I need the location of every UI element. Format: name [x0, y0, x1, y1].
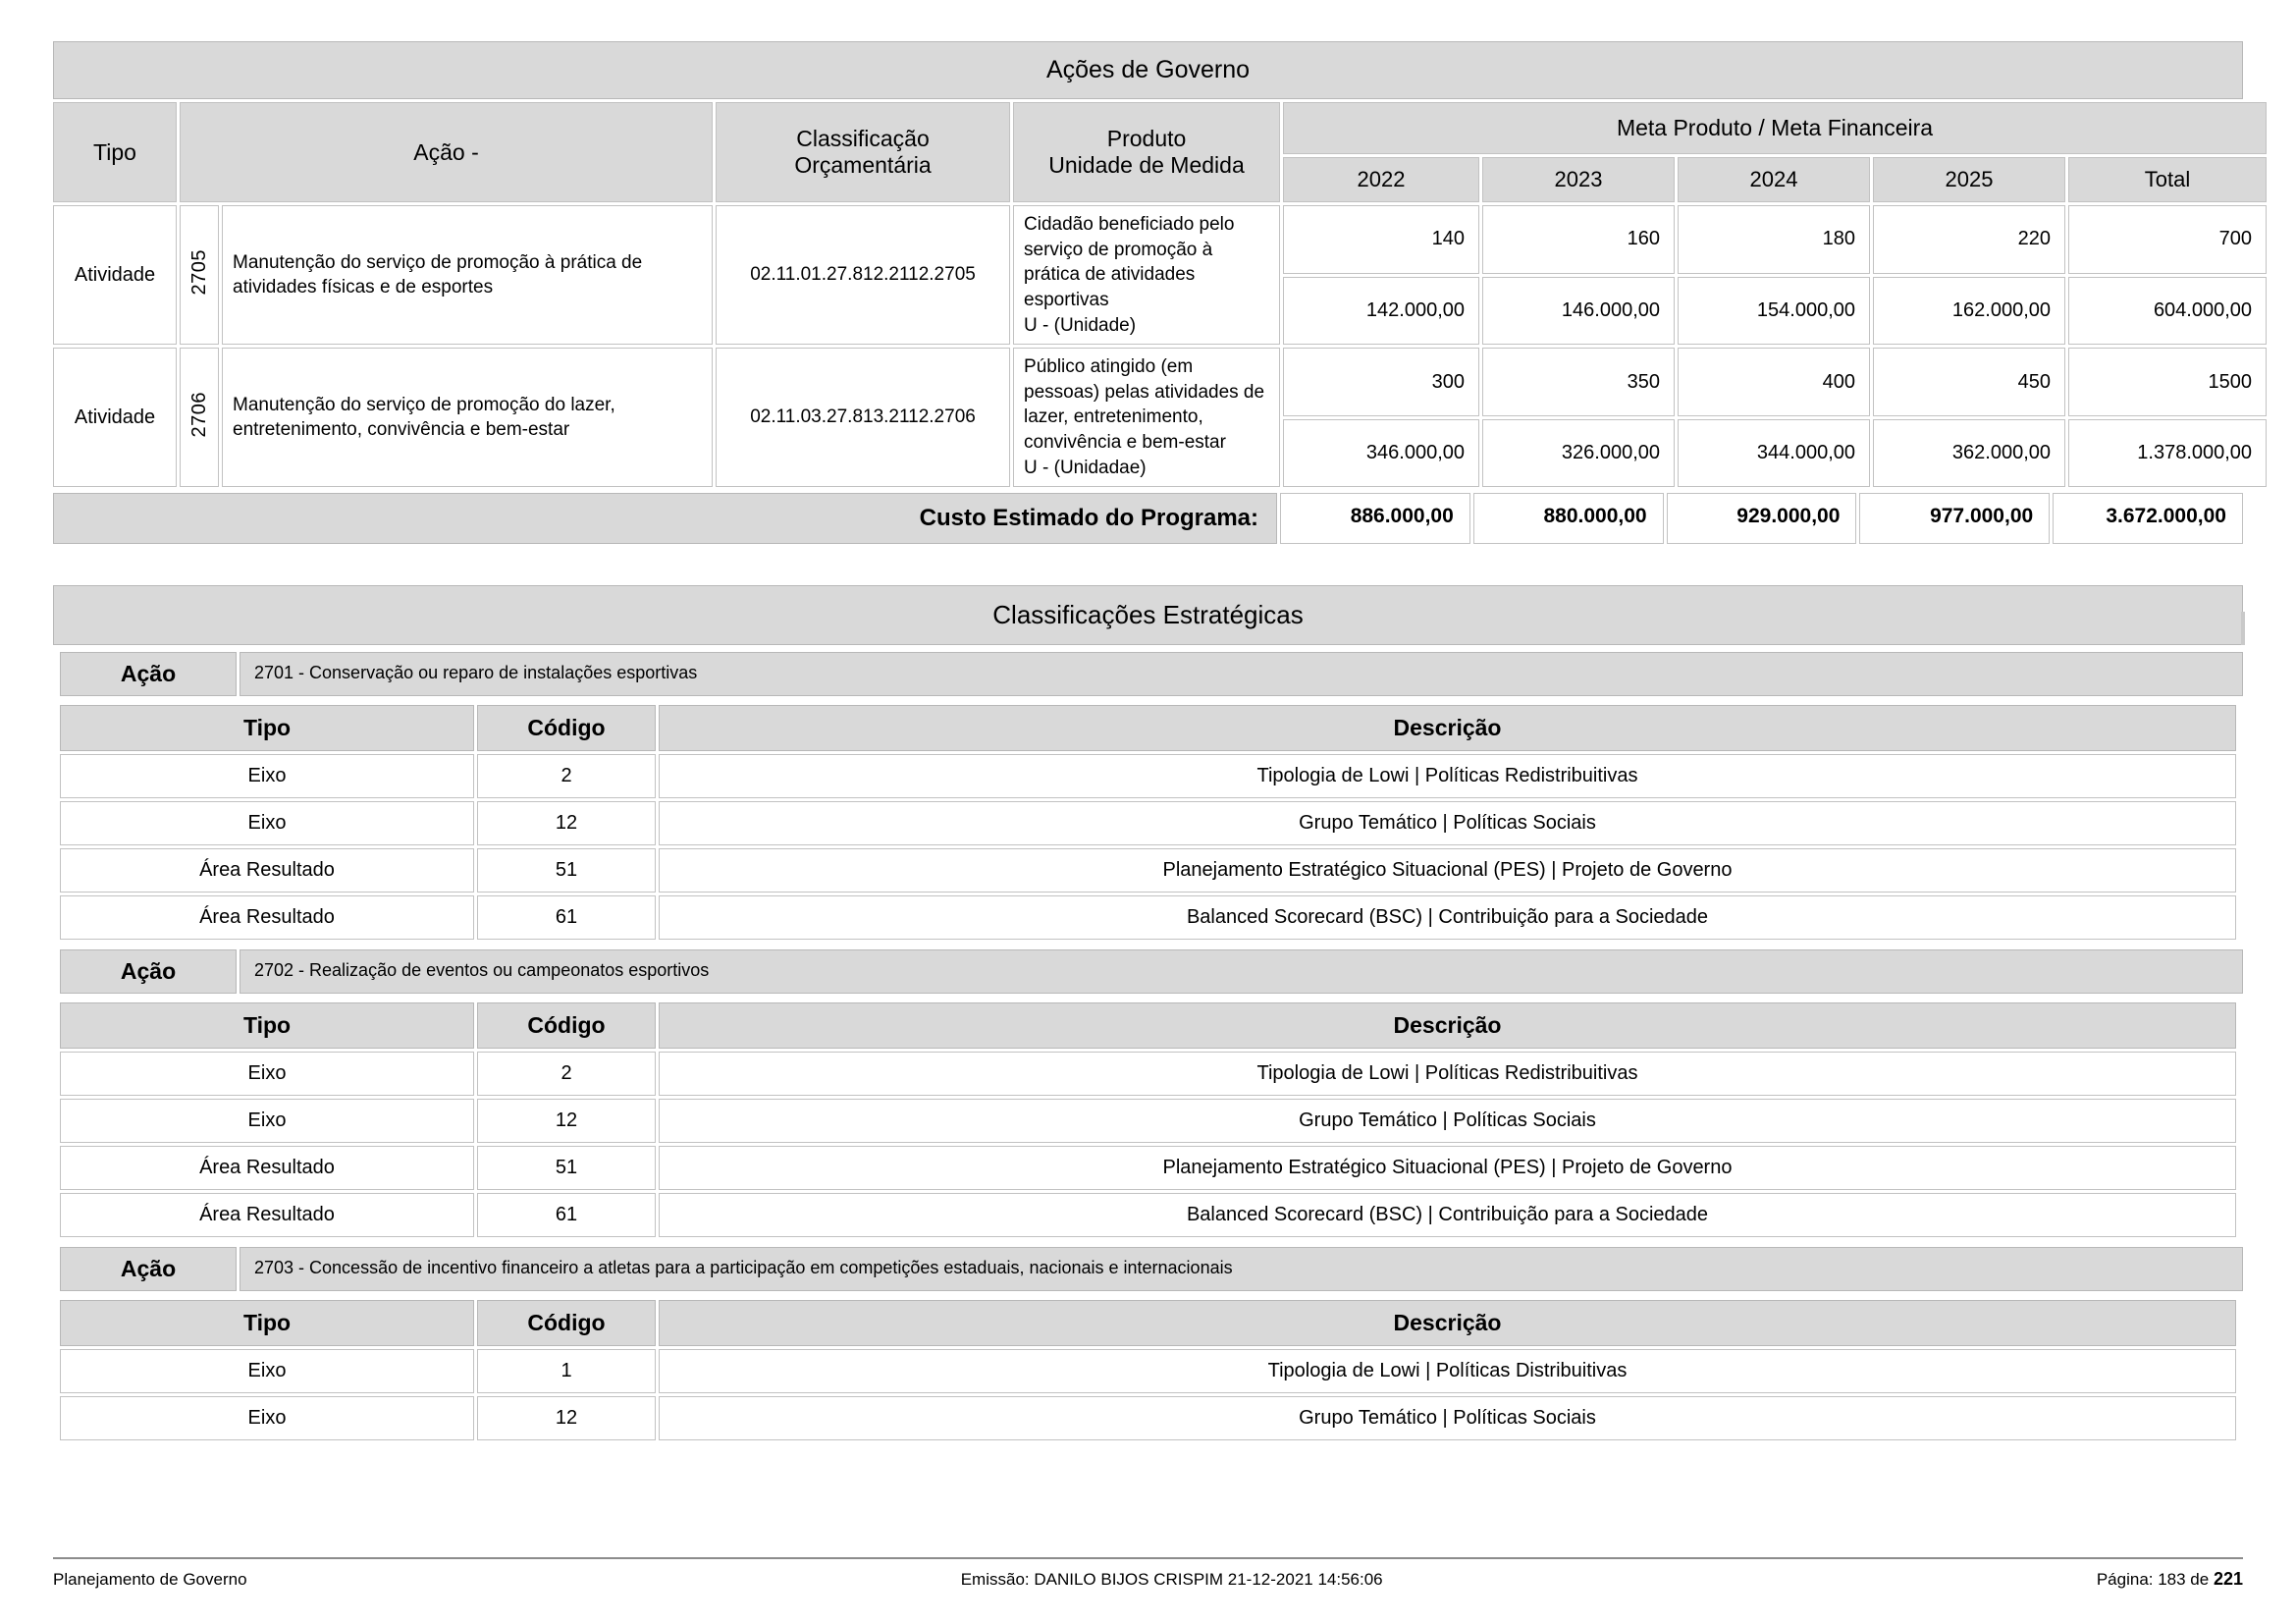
- row-produto-descricao: Público atingido (em pessoas) pelas atividades de lazer, entretenimento, convivência e bem-estar: [1024, 356, 1265, 454]
- row-codigo: [180, 348, 219, 487]
- meta-financeira-2023: 146.000,00: [1482, 277, 1675, 346]
- cell-codigo: 61: [477, 1193, 656, 1237]
- acao-label: Ação: [60, 652, 237, 696]
- table-row: [60, 801, 2236, 845]
- acao-group-header: [60, 652, 2243, 696]
- row-tipo: Atividade: [53, 205, 177, 345]
- row-produto: [1013, 205, 1280, 345]
- table-row: [53, 205, 2267, 274]
- cell-codigo: 12: [477, 801, 656, 845]
- col-header-descricao: Descrição: [659, 1002, 2236, 1049]
- cell-codigo: 12: [477, 1099, 656, 1143]
- acao-label: Ação: [60, 1247, 237, 1291]
- col-header-tipo: Tipo: [60, 1300, 474, 1346]
- table-row: [60, 848, 2236, 893]
- table-row: [60, 1052, 2236, 1096]
- cell-codigo: 61: [477, 895, 656, 940]
- acoes-section-title: Ações de Governo: [53, 41, 2243, 99]
- table-row: [60, 1349, 2236, 1393]
- row-acao-descricao: Manutenção do serviço de promoção à prática de atividades físicas e de esportes: [222, 205, 713, 345]
- meta-produto-2023: 350: [1482, 348, 1675, 416]
- cell-codigo: 2: [477, 1052, 656, 1096]
- col-header-meta: Meta Produto / Meta Financeira: [1283, 102, 2267, 154]
- meta-produto-total: 700: [2068, 205, 2267, 274]
- col-header-year-2022: 2022: [1283, 157, 1479, 202]
- table-header-row: [60, 705, 2236, 751]
- col-header-produto-line2: Unidade de Medida: [1048, 152, 1245, 178]
- table-row: [60, 1099, 2236, 1143]
- cell-codigo: 2: [477, 754, 656, 798]
- cell-tipo: Eixo: [60, 1099, 474, 1143]
- footer-page-number: [2097, 1569, 2243, 1590]
- classificacoes-estrategicas-section: [53, 585, 2243, 1443]
- cell-tipo: Área Resultado: [60, 1193, 474, 1237]
- classificacoes-section-title: Classificações Estratégicas: [53, 585, 2243, 645]
- meta-financeira-total: 604.000,00: [2068, 277, 2267, 346]
- acoes-de-governo-section: [53, 41, 2253, 544]
- meta-financeira-2025: 162.000,00: [1873, 277, 2065, 346]
- meta-produto-2024: 400: [1678, 348, 1870, 416]
- cell-tipo: Eixo: [60, 1396, 474, 1440]
- footer-emission-text: Emissão: DANILO BIJOS CRISPIM 21-12-2021 14:56:06: [960, 1569, 1383, 1589]
- table-row: [53, 348, 2267, 416]
- meta-produto-2024: 180: [1678, 205, 1870, 274]
- table-row: [60, 1146, 2236, 1190]
- col-header-produto: [1013, 102, 1280, 202]
- acao-group-header: [60, 1247, 2243, 1291]
- row-unidade-medida: U - (Unidade): [1024, 314, 1137, 336]
- meta-produto-2022: 140: [1283, 205, 1479, 274]
- cell-tipo: Eixo: [60, 1349, 474, 1393]
- cell-descricao: Grupo Temático | Políticas Sociais: [659, 1099, 2236, 1143]
- meta-financeira-2022: 142.000,00: [1283, 277, 1479, 346]
- cell-descricao: Planejamento Estratégico Situacional (PES) | Projeto de Governo: [659, 1146, 2236, 1190]
- table-row: [60, 1396, 2236, 1440]
- custo-estimado-2025: 977.000,00: [1859, 493, 2050, 544]
- col-header-produto-line1: Produto: [1106, 126, 1187, 151]
- table-row: [60, 1193, 2236, 1237]
- meta-financeira-2025: 362.000,00: [1873, 419, 2065, 488]
- footer-left-text: Planejamento de Governo: [53, 1569, 247, 1589]
- table-row: [60, 895, 2236, 940]
- col-header-tipo: Tipo: [53, 102, 177, 202]
- acao-group-header: [60, 949, 2243, 994]
- footer-page-prefix: Página: 183 de: [2096, 1570, 2214, 1589]
- acao-title: 2703 - Concessão de incentivo financeiro a atletas para a participação em competições estaduais, nacionais e internacionais: [240, 1247, 2243, 1291]
- cell-descricao: Grupo Temático | Políticas Sociais: [659, 1396, 2236, 1440]
- meta-produto-total: 1500: [2068, 348, 2267, 416]
- meta-produto-2025: 450: [1873, 348, 2065, 416]
- col-header-tipo: Tipo: [60, 1002, 474, 1049]
- col-header-tipo: Tipo: [60, 705, 474, 751]
- table-header-row: [60, 1300, 2236, 1346]
- meta-financeira-2022: 346.000,00: [1283, 419, 1479, 488]
- cell-tipo: Área Resultado: [60, 1146, 474, 1190]
- acao-title: 2701 - Conservação ou reparo de instalações esportivas: [240, 652, 2243, 696]
- col-header-year-2024: 2024: [1678, 157, 1870, 202]
- col-header-year-2023: 2023: [1482, 157, 1675, 202]
- acao-label: Ação: [60, 949, 237, 994]
- row-classificacao-orcamentaria: 02.11.03.27.813.2112.2706: [716, 348, 1010, 487]
- custo-estimado-2023: 880.000,00: [1473, 493, 1664, 544]
- col-header-codigo: Código: [477, 1300, 656, 1346]
- classificacoes-table: [57, 1000, 2239, 1240]
- row-classificacao-orcamentaria: 02.11.01.27.812.2112.2705: [716, 205, 1010, 345]
- footer-page-total: 221: [2213, 1569, 2243, 1589]
- custo-estimado-2022: 886.000,00: [1280, 493, 1470, 544]
- meta-financeira-2023: 326.000,00: [1482, 419, 1675, 488]
- cell-codigo: 1: [477, 1349, 656, 1393]
- custo-estimado-label: Custo Estimado do Programa:: [53, 493, 1277, 544]
- meta-produto-2025: 220: [1873, 205, 2065, 274]
- cell-descricao: Grupo Temático | Políticas Sociais: [659, 801, 2236, 845]
- acao-title: 2702 - Realização de eventos ou campeonatos esportivos: [240, 949, 2243, 994]
- cell-descricao: Tipologia de Lowi | Políticas Redistribuitivas: [659, 754, 2236, 798]
- row-unidade-medida: U - (Unidadae): [1024, 457, 1147, 478]
- col-header-acao: Ação -: [180, 102, 713, 202]
- cell-codigo: 51: [477, 848, 656, 893]
- meta-produto-2022: 300: [1283, 348, 1479, 416]
- acoes-header-row: [53, 102, 2267, 154]
- table-header-row: [60, 1002, 2236, 1049]
- meta-financeira-2024: 154.000,00: [1678, 277, 1870, 346]
- col-header-classificacao: [716, 102, 1010, 202]
- cell-descricao: Tipologia de Lowi | Políticas Distribuitivas: [659, 1349, 2236, 1393]
- table-row: [60, 754, 2236, 798]
- col-header-codigo: Código: [477, 1002, 656, 1049]
- col-header-classificacao-line1: Classificação: [796, 126, 930, 151]
- row-codigo: [180, 205, 219, 345]
- col-header-codigo: Código: [477, 705, 656, 751]
- custo-estimado-2024: 929.000,00: [1667, 493, 1857, 544]
- cell-descricao: Balanced Scorecard (BSC) | Contribuição para a Sociedade: [659, 1193, 2236, 1237]
- cell-codigo: 51: [477, 1146, 656, 1190]
- col-header-descricao: Descrição: [659, 705, 2236, 751]
- row-produto-descricao: Cidadão beneficiado pelo serviço de promoção à prática de atividades esportivas: [1024, 214, 1235, 310]
- cell-tipo: Área Resultado: [60, 848, 474, 893]
- row-codigo-text: 2705: [187, 248, 210, 296]
- row-produto: [1013, 348, 1280, 487]
- row-codigo-text: 2706: [187, 392, 210, 438]
- classificacoes-table: [57, 702, 2239, 943]
- row-tipo: Atividade: [53, 348, 177, 487]
- custo-estimado-row: [53, 493, 2243, 544]
- classificacoes-table: [57, 1297, 2239, 1443]
- cell-codigo: 12: [477, 1396, 656, 1440]
- scroll-marker: [2241, 612, 2245, 645]
- meta-produto-2023: 160: [1482, 205, 1675, 274]
- row-acao-descricao: Manutenção do serviço de promoção do lazer, entretenimento, convivência e bem-estar: [222, 348, 713, 487]
- col-header-descricao: Descrição: [659, 1300, 2236, 1346]
- col-header-year-2025: 2025: [1873, 157, 2065, 202]
- meta-financeira-2024: 344.000,00: [1678, 419, 1870, 488]
- cell-descricao: Planejamento Estratégico Situacional (PES) | Projeto de Governo: [659, 848, 2236, 893]
- cell-descricao: Tipologia de Lowi | Políticas Redistribuitivas: [659, 1052, 2236, 1096]
- meta-financeira-total: 1.378.000,00: [2068, 419, 2267, 488]
- cell-tipo: Eixo: [60, 801, 474, 845]
- page-footer: [53, 1557, 2243, 1590]
- cell-tipo: Eixo: [60, 754, 474, 798]
- cell-tipo: Eixo: [60, 1052, 474, 1096]
- col-header-classificacao-line2: Orçamentária: [794, 152, 932, 178]
- cell-descricao: Balanced Scorecard (BSC) | Contribuição para a Sociedade: [659, 895, 2236, 940]
- custo-estimado-total: 3.672.000,00: [2053, 493, 2243, 544]
- acoes-table: [50, 99, 2269, 490]
- col-header-total: Total: [2068, 157, 2267, 202]
- cell-tipo: Área Resultado: [60, 895, 474, 940]
